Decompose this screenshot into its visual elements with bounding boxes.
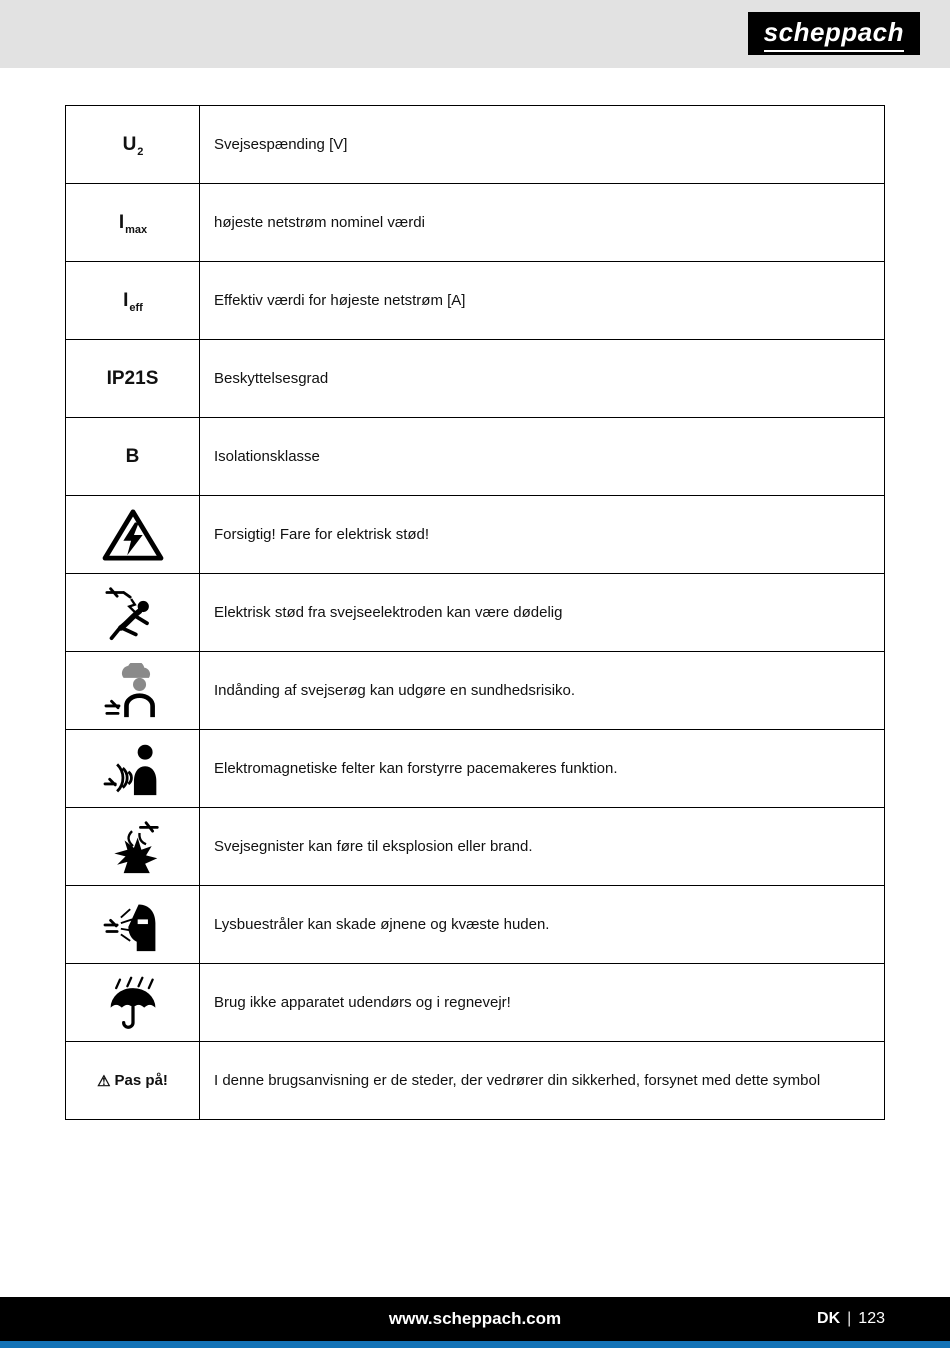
symbol-cell	[66, 808, 200, 885]
symbol-ieff: $I_{eff}$	[123, 289, 143, 314]
description-cell: Effektiv værdi for højeste netstrøm [A]	[214, 292, 466, 309]
footer-page-info	[817, 1297, 885, 1341]
footer-accent-strip	[0, 1341, 950, 1348]
description-cell: Indånding af svejserøg kan udgøre en sundhedsrisiko.	[214, 682, 576, 699]
scheppach-logo-text: scheppach	[764, 17, 904, 52]
symbol-cell	[66, 964, 200, 1041]
description-cell: Beskyttelsesgrad	[214, 370, 329, 387]
sparks-explosion-icon	[103, 819, 163, 875]
table-row	[66, 262, 884, 340]
footer-separator: |	[847, 1310, 852, 1327]
table-row	[66, 1042, 884, 1119]
top-band	[0, 0, 950, 68]
table-row	[66, 964, 884, 1042]
table-row	[66, 184, 884, 262]
warning-triangle-icon: ⚠	[97, 1072, 111, 1090]
description-cell: Svejsegnister kan føre til eksplosion eller brand.	[214, 838, 533, 855]
table-row	[66, 106, 884, 184]
rain-umbrella-icon	[103, 975, 163, 1031]
symbol-cell	[66, 730, 200, 807]
symbol-cell	[66, 418, 200, 495]
fume-inhalation-icon	[103, 663, 163, 719]
symbol-u2: $U_2$	[122, 133, 144, 158]
footer-bar	[0, 1297, 950, 1341]
description-cell: Brug ikke apparatet udendørs og i regnevejr!	[214, 994, 511, 1011]
symbol-cell	[66, 652, 200, 729]
electrode-shock-icon	[103, 585, 163, 641]
description-cell: højeste netstrøm nominel værdi	[214, 214, 425, 231]
symbol-imax: $I_{max}$	[118, 211, 148, 236]
symbol-cell	[66, 1042, 200, 1119]
scheppach-logo	[748, 12, 920, 55]
symbol-ip21s: IP21S	[106, 367, 159, 389]
pacemaker-interference-icon	[103, 741, 163, 797]
footer-website: www.scheppach.com	[388, 1309, 562, 1328]
symbol-cell	[66, 574, 200, 651]
description-cell: Forsigtig! Fare for elektrisk stød!	[214, 526, 430, 543]
description-cell: Elektromagnetiske felter kan forstyrre pacemakeres funktion.	[214, 760, 618, 777]
footer-page-number: 123	[858, 1310, 885, 1327]
description-cell: I denne brugsanvisning er de steder, der vedrører din sikkerhed, forsynet med dette symbol	[214, 1072, 821, 1089]
table-row	[66, 730, 884, 808]
table-row	[66, 418, 884, 496]
table-row	[66, 886, 884, 964]
description-cell: Isolationsklasse	[214, 448, 320, 465]
symbol-cell	[66, 886, 200, 963]
table-row	[66, 574, 884, 652]
arc-rays-icon	[103, 897, 163, 953]
symbol-pas-paa: Pas på!	[114, 1072, 168, 1089]
table-row	[66, 340, 884, 418]
description-cell: Svejsespænding [V]	[214, 136, 348, 153]
description-cell: Lysbuestråler kan skade øjnene og kvæste huden.	[214, 916, 550, 933]
footer-language: DK	[817, 1310, 841, 1327]
symbol-cell	[66, 262, 200, 339]
symbol-cell	[66, 340, 200, 417]
symbol-cell	[66, 184, 200, 261]
symbol-table	[65, 105, 885, 1120]
table-row	[66, 808, 884, 886]
electric-shock-warning-icon	[102, 508, 164, 562]
symbol-b: B	[125, 445, 140, 467]
symbol-cell	[66, 496, 200, 573]
table-row	[66, 496, 884, 574]
description-cell: Elektrisk stød fra svejseelektroden kan være dødelig	[214, 604, 563, 621]
table-row	[66, 652, 884, 730]
symbol-cell	[66, 106, 200, 183]
